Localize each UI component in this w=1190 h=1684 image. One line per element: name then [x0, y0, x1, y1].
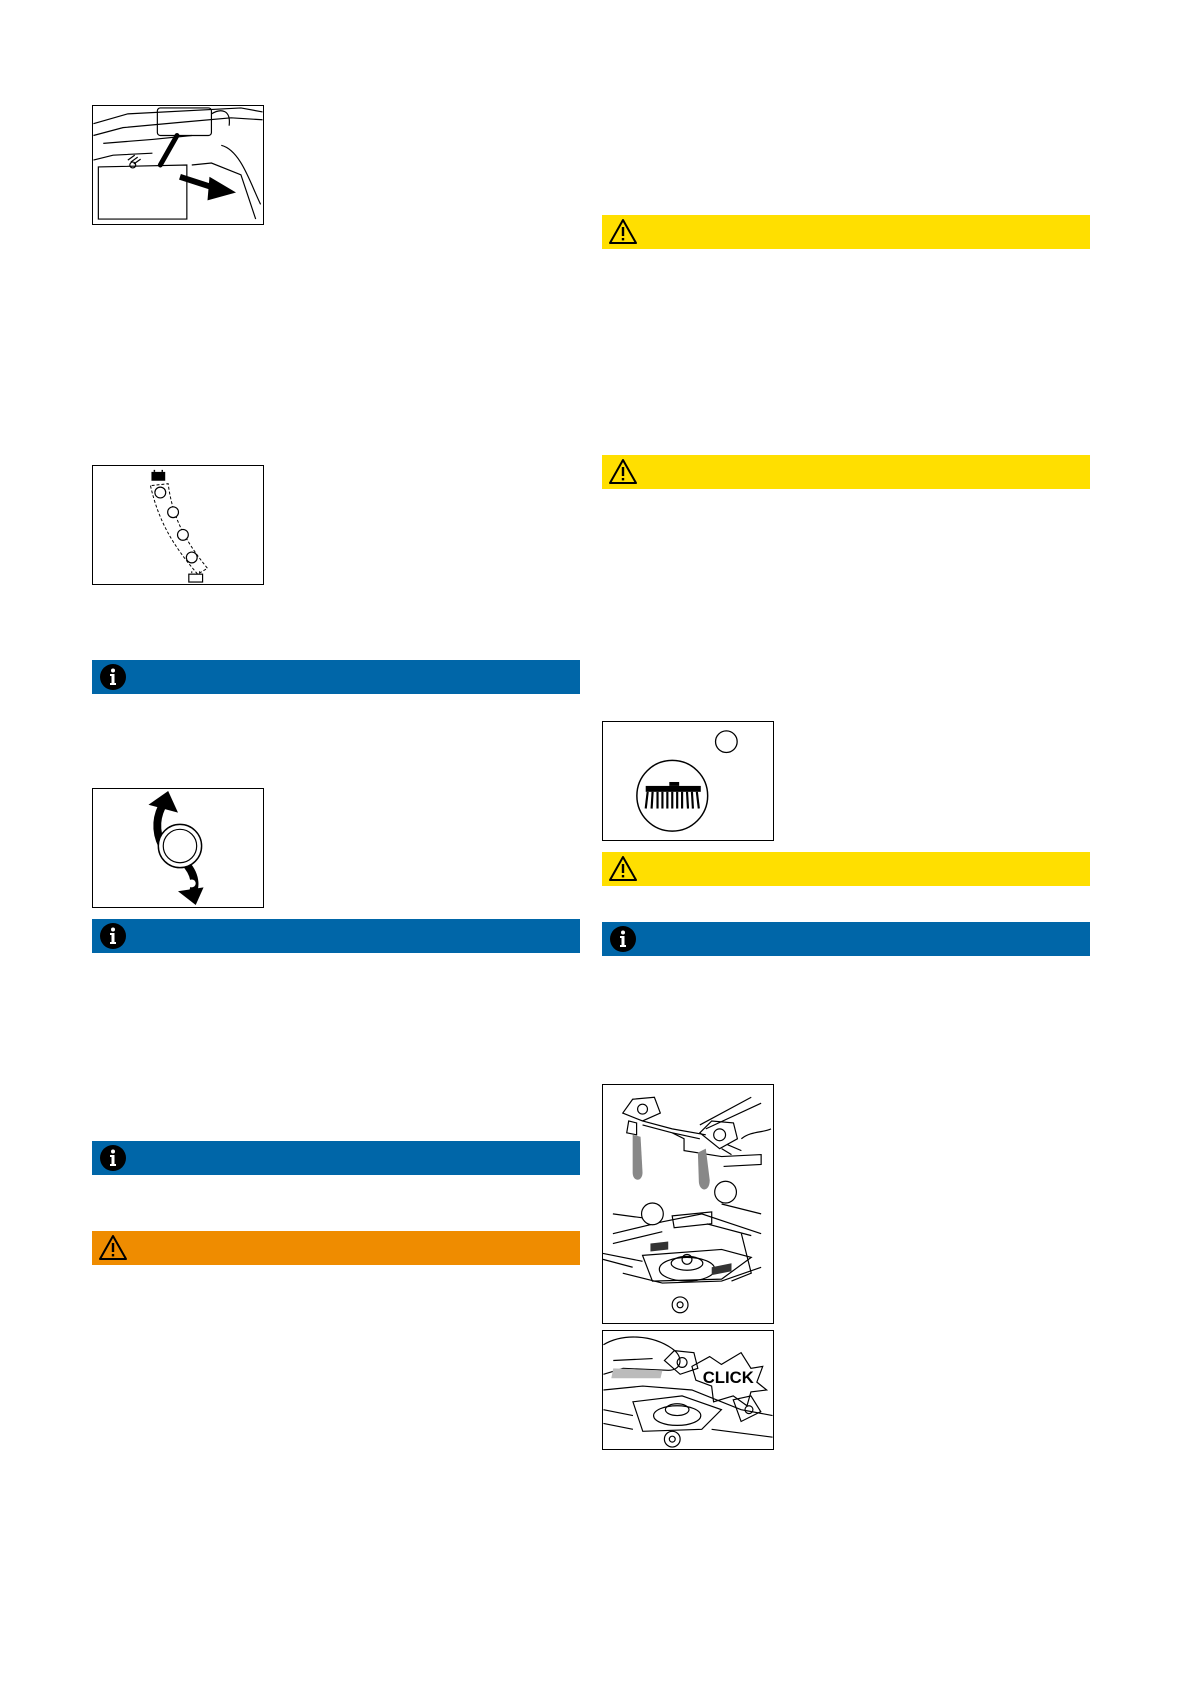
info-notice-bar: [92, 1141, 580, 1175]
brush-symbol-drawing: [603, 722, 773, 840]
hood-lever-drawing: [93, 106, 263, 224]
info-notice-bar: [92, 919, 580, 953]
warning-triangle-icon: [608, 217, 638, 247]
caution-notice-bar: [602, 215, 1090, 249]
rotary-knob-illustration: [92, 788, 264, 908]
warning-triangle-icon: [608, 457, 638, 487]
brush-click-illustration: [602, 1330, 774, 1450]
warning-triangle-icon: [98, 1233, 128, 1263]
brush-click-drawing: [603, 1331, 773, 1449]
info-notice-bar: [92, 660, 580, 694]
warning-notice-bar: [92, 1231, 580, 1265]
brush-symbol-illustration: [602, 721, 774, 841]
info-icon: [98, 921, 128, 951]
click-label: CLICK: [702, 1368, 754, 1388]
info-icon: [98, 662, 128, 692]
warning-triangle-icon: [608, 854, 638, 884]
switch-position-illustration: [92, 465, 264, 585]
info-icon: [608, 924, 638, 954]
caution-notice-bar: [602, 852, 1090, 886]
switch-scale-drawing: [93, 466, 263, 584]
info-icon: [98, 1143, 128, 1173]
info-notice-bar: [602, 922, 1090, 956]
rotary-knob-drawing: [93, 789, 263, 907]
hood-lever-illustration: [92, 105, 264, 225]
brush-mount-drawing: [603, 1085, 773, 1323]
caution-notice-bar: [602, 455, 1090, 489]
brush-mount-illustration: [602, 1084, 774, 1324]
